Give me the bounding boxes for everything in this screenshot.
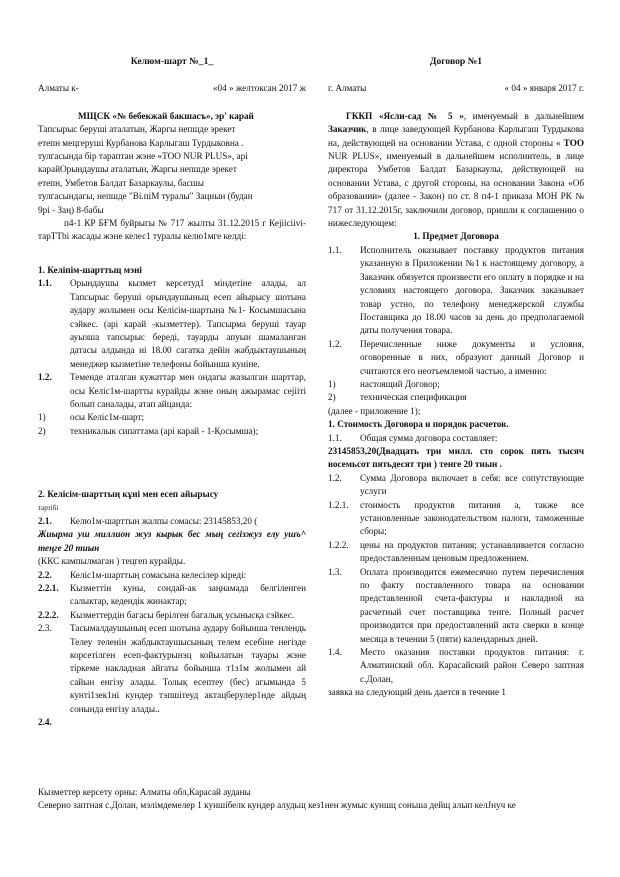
- left-amount-words: Жиырма уш миллион жуз кырык бес мың сегiзжуз елу ушъ^ теңге 20 тиын: [38, 529, 306, 553]
- russian-column: [328, 55, 584, 700]
- clause-text: Место оказания поставки продуктов питания: г. Алматинский обл. Карасайский район Северо заптная с.Долан,: [360, 647, 584, 684]
- right-clause-2-2: [328, 472, 584, 499]
- clause-text: Исполнитель оказывает поставку продуктов питания указанную в Приложении №1 к настоящему договору, а Заказчик обязуется произвести его оплату в порядке и на условиях настоящего договора. Заказчик заказывает товар устно, по телефону менеджерской службы Поставщика до 18.00 часов за день до предполагаемой даты получения товара.: [360, 244, 584, 336]
- clause-number: 1.2.: [328, 338, 342, 349]
- clause-text: Общая сумма договора составляет:: [360, 432, 498, 443]
- clause-number: 1.1.: [38, 278, 52, 289]
- left-dateline: [38, 82, 306, 95]
- left-date: «04 » желтоксан 2017 ж: [212, 83, 306, 94]
- right-section-1-title: 1. Предмет Договора: [413, 231, 499, 242]
- right-list-tail: (далее - приложение 1);: [328, 405, 421, 416]
- right-clause-1-3: [328, 566, 584, 646]
- left-title: Келюм-шарт №_1_: [130, 56, 214, 67]
- clause-number: 2.1.: [38, 515, 52, 526]
- left-clause-2-3: [38, 622, 306, 716]
- left-section-1-title: 1. Келiпiм-шарттьщ мэнi: [38, 264, 142, 275]
- clause-text: Тасымалдаушының есеп шотына аудару бойынша тенлендь Телеу теленiн жабдыктаушысының телем есебiне негiзде корсетiлген есеп-фактурынэц койылатын тауары жэне тiркеме накладная айгаты бойынша т1з1м жолымен ай сайын енгiзу алады. Толық есептеу (бес) агымында 5 кунтi1зек1нi кундер тэпшiтеуд актацберулер1нде айдың сонында енгiзу алады..: [70, 623, 306, 714]
- list-text: осы Келiс1м-шарт;: [70, 412, 145, 423]
- customer-name: ГККП «Ясли-сад № 5 »: [346, 110, 464, 121]
- left-intro-line-5: карайОрындаушы аталатын, Жаргы непшде эрекет: [38, 164, 237, 175]
- clause-text: Кызметтiн куны, сондай-ак заңнамада белгiленген салыктар, кедендiк жинактар;: [70, 583, 306, 607]
- intro-text: , в лице заведующей Курбанова Карлыгаш Турдыкова на, действующей на основании Устава, с одной стороны «: [328, 124, 584, 148]
- intro-text: NUR PLUS», именуемый в дальнейшем исполнитель, в лице директора Умбетов Балдат Базаркаулы, действующей на основании Устава, с другой стороны, на основании Закона «Об образовании» (далее - Закон) по ст. 8 п4-1 приказа МОН РК № 717 от 31.12.2015г, заключили договор, пришли к соглашению о нижеследующем:: [328, 151, 584, 229]
- left-intro-line-3: етепн мецгерушi Курбанова Карлыгаш Турдыковна .: [38, 137, 244, 148]
- clause-number: 1.2.: [38, 372, 52, 383]
- left-section-2-subtitle: тартiбi: [38, 503, 59, 512]
- clause-number: 1.1.: [328, 244, 342, 255]
- left-clause-2-2-1: [38, 582, 306, 609]
- right-clause-1-4: [328, 646, 584, 686]
- clause-number: 2.4.: [38, 717, 52, 728]
- left-clause-2-2-2: [38, 609, 306, 622]
- clause-text: цены на продуктов питания; устанавливается согласно предоставленным ценовым предложением.: [360, 539, 584, 564]
- right-dateline: [328, 82, 584, 95]
- clause-number: 1.1.: [328, 432, 342, 443]
- right-amount-words: 23145853,20(Двадцать три милл. сто сорок пять тысяч восемьсот пятьдесят три ) тенге 20 тиын .: [328, 445, 584, 470]
- clause-number: 2.2.1.: [38, 583, 59, 593]
- clause-text: Келю1м-шарттын жалпы сомасы: 23145853,20 (: [70, 515, 258, 526]
- list-item: [38, 411, 306, 424]
- left-city: Алматы к-: [38, 83, 79, 94]
- list-item: [328, 391, 584, 404]
- clause-text: Теменде аталган кужаттар мен ондагы жазылган шарттар, осы Келiс1м-шартты курайды жэне оның ажырамас сејiiтi болып саналады, атап айцанда:: [70, 372, 306, 409]
- clause-number: 2.2.: [38, 569, 52, 580]
- right-intro: [328, 110, 584, 231]
- clause-text: Кызметтердiн багасы берiлген багалық усынысқа сэйкес.: [70, 609, 295, 620]
- clause-number: 1.4.: [328, 647, 342, 658]
- clause-number: 1.2.1.: [328, 499, 349, 510]
- right-clause-1-2: [328, 338, 584, 378]
- bottom-lines: [38, 786, 618, 813]
- left-intro: [38, 110, 306, 244]
- clause-text: стоимость продуктов питания а, также все установленные законодательством налоги, таможенные сборы;: [360, 499, 584, 537]
- list-number: 1): [38, 412, 46, 423]
- bottom-line-2: Северно заптная с.Долан, мэлiмдемелер 1 куншiбелк кундер алудьщ кез1нен жумыс куншц соньша дейщ алып келJнуч ке: [38, 800, 516, 811]
- intro-text: , именуемый в дальнейшем: [463, 110, 584, 121]
- right-clause-2-2-2: [328, 539, 584, 566]
- supplier-name: ТОО: [560, 137, 584, 148]
- clause-text: Оплата производится ежемесячно путем перечисления по факту поставленного товара на основании представленной счета-фактуры и накладной на расчетный счет поставщика тенге. Полный расчет производится при предоставлений акта сверки в конце месяца в течении 5 (пяти) календарных дней.: [360, 566, 584, 644]
- clause-number: 2.3.: [38, 623, 52, 634]
- list-item: [38, 425, 306, 438]
- right-city: г. Алматы: [328, 83, 367, 94]
- right-clause-1-1: [328, 244, 584, 338]
- left-intro-line-4: тулгасында бiр тараптан жэне «ТОО NUR PLUS», api: [38, 151, 248, 162]
- left-intro-line-1: МЩСК «№ бебекжай бакшасъ», эр' карай: [78, 110, 254, 121]
- left-intro-line-7: тулгасындагы, непшде "Вi.пiМ туралы" Зацнын (будан: [38, 191, 253, 202]
- list-number: 2): [328, 392, 336, 403]
- clause-number: 1.2.2.: [328, 539, 349, 550]
- bottom-line-1: Кызметтер керсету орны: Алматы обл,Карасай ауданы: [38, 787, 251, 797]
- list-number: 2): [38, 425, 46, 436]
- clause-text: Перечисленные ниже документы и условия, оговоренные в них, образуют данный Договор и считаются его неотъемлемой частью, а именно:: [360, 338, 584, 376]
- left-clause-2-1: [38, 515, 306, 528]
- right-date: « 04 » января 2017 г.: [504, 83, 584, 94]
- left-clause-1-2: [38, 371, 306, 411]
- clause-text: Келiс1м-шарттың сомасына келесiлер кiредi:: [70, 569, 247, 580]
- left-section-2-title: 2. Келiсiм-шарттың кұнi мен есеп айырысу: [38, 489, 219, 500]
- right-section-2-title: 1. Стоимость Договора и порядок расчетов.: [328, 419, 509, 430]
- right-title: Договор №1: [429, 56, 483, 67]
- clause-number: 2.2.2.: [38, 609, 59, 620]
- right-clause-2-1: [328, 432, 584, 445]
- left-intro-tail: п4-1 КР БҒМ буйрыгы № 717 жылты 31.12.2015 г Кејiiсiivi-тарТТbi жасады жэне келес1 туралы келю1мге келдi:: [38, 218, 306, 242]
- customer-role: Заказчик: [328, 124, 367, 135]
- left-intro-line-8: 9pi - Заң) 8-бабы: [38, 204, 104, 215]
- list-text: настоящий Договор;: [360, 378, 440, 389]
- left-intro-line-2: Тапсырыс берушi аталатын, Жаргы непшде эрекет: [38, 124, 236, 135]
- clause-text: Сумма Договора включает в себя: все сопутствующие услуги: [360, 472, 584, 497]
- left-amount-note: (ККС кампылмаган ) тецгеп курайды.: [38, 556, 186, 567]
- clause-number: 1.3.: [328, 566, 342, 577]
- right-clause-2-2-1: [328, 499, 584, 539]
- right-clause-1-4-tail: заявка на следующий день дается в течение 1: [328, 687, 506, 698]
- list-text: техникалык сипаттама (api карай - 1-Қосымша);: [70, 425, 259, 436]
- left-clause-2-2: [38, 569, 306, 582]
- clause-number: 1.2.: [328, 472, 342, 483]
- list-number: 1): [328, 378, 336, 389]
- list-item: [328, 378, 584, 391]
- clause-text: Орындаушы кызмет керсетуд1 мiндетiне алады, ал Тапсырыс берушi орындаушыньщ есеп айырысу шотына аудару жолымен осы Келiсiм-шартына №1- Косымшасына сэйкес. (арi карай -кызметтер). Тапсырма берушi тауар ауызша тапсырыс бередi, тауарды апуын шамаланган датасы алдында нi 18.00 сагатка дейiн жабдыктаушының менеджер кызметiне телефоны бойынша кунiне.: [70, 278, 306, 369]
- left-clause-2-4: [38, 716, 306, 729]
- left-intro-line-6: етепн, Умбетов Балдат Базаркаулы, басшы: [38, 177, 204, 188]
- list-text: техническая спецификация: [360, 392, 467, 403]
- kazakh-column: [38, 55, 306, 729]
- left-clause-1-1: [38, 277, 306, 371]
